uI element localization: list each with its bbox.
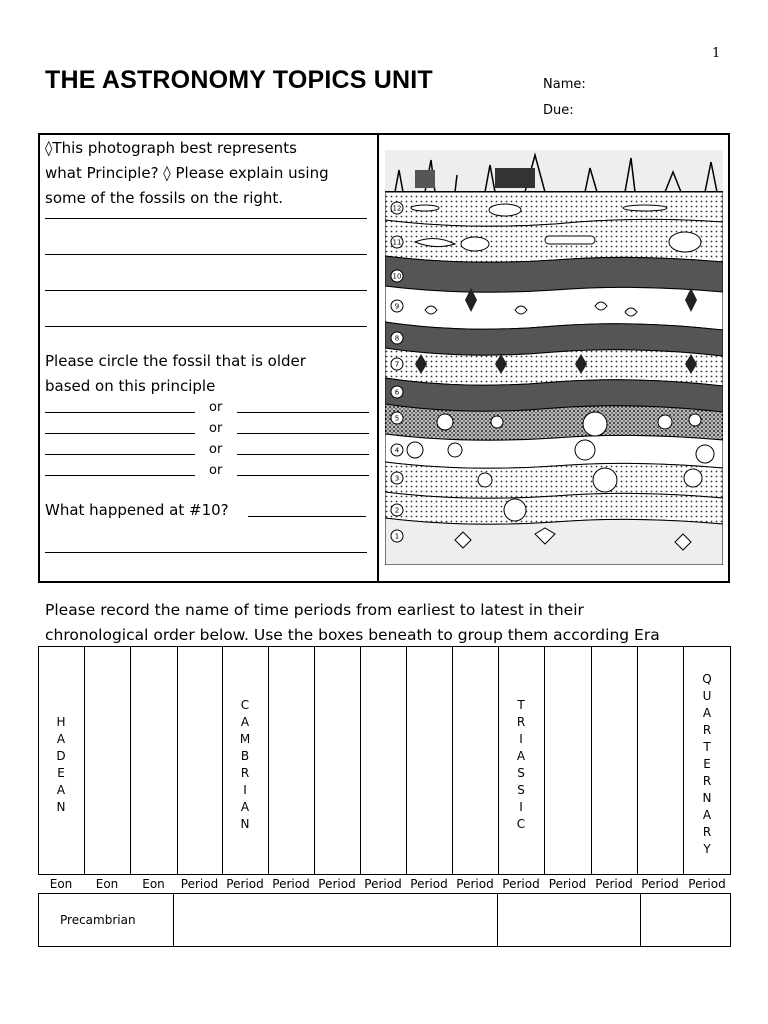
layer-number: 7 (394, 360, 400, 369)
question-2 (45, 349, 306, 399)
time-unit-type-label: Period (688, 877, 726, 891)
time-unit-type-label: Period (502, 877, 540, 891)
layer-number: 5 (394, 414, 400, 423)
due-label: Due: (543, 103, 574, 118)
time-unit-type-label: Period (641, 877, 679, 891)
time-unit-type-label: Period (226, 877, 264, 891)
answer-line[interactable] (248, 516, 366, 517)
page-number: 1 (712, 46, 721, 61)
question-1-line-1: ◊This photograph best represents (45, 139, 297, 157)
question-box-divider (377, 133, 379, 583)
time-unit-type-label: Period (272, 877, 310, 891)
fossil-pair-row (45, 421, 375, 442)
fossil-answer-left[interactable] (45, 412, 195, 413)
layer-number: 3 (394, 474, 400, 483)
answer-line[interactable] (45, 218, 367, 219)
grass-surface (385, 150, 723, 192)
time-unit-type-label: Period (410, 877, 448, 891)
time-period-name: C A M B R I A N (239, 697, 251, 831)
era-divider (640, 894, 641, 946)
layer-number: 2 (394, 506, 400, 515)
page-title: THE ASTRONOMY TOPICS UNIT (45, 66, 433, 94)
question-2-line-1: Please circle the fossil that is older (45, 352, 306, 370)
question-1 (45, 136, 329, 211)
time-period-table (38, 646, 731, 875)
fossil-answer-right[interactable] (237, 412, 369, 413)
time-unit-type-label: Eon (95, 877, 119, 891)
or-label: or (209, 442, 223, 457)
instructions-line-2: chronological order below. Use the boxes beneath to group them according Era (45, 626, 660, 644)
time-unit-type-label: Period (364, 877, 402, 891)
time-period-name: T R I A S S I C (516, 697, 526, 831)
answer-line[interactable] (45, 552, 367, 553)
or-label: or (209, 463, 223, 478)
era-grouping-box (38, 893, 731, 947)
question-3: What happened at #10? (45, 501, 229, 519)
name-label: Name: (543, 77, 586, 92)
fossil-pairs (45, 400, 375, 484)
fossil-pair-row (45, 442, 375, 463)
time-unit-type-label: Period (456, 877, 494, 891)
layer-number: 10 (392, 272, 402, 281)
time-period-name: Q U A R T E R N A R Y (702, 672, 712, 856)
fossil-answer-left[interactable] (45, 475, 195, 476)
layer-number: 1 (394, 532, 400, 541)
question-2-line-2: based on this principle (45, 377, 216, 395)
layer-number: 6 (394, 388, 400, 397)
fossil-answer-right[interactable] (237, 433, 369, 434)
fossil-answer-left[interactable] (45, 433, 195, 434)
answer-line[interactable] (45, 290, 367, 291)
time-unit-type-label: Period (595, 877, 633, 891)
or-label: or (209, 400, 223, 415)
fossil-pair-row (45, 400, 375, 421)
era-label-precambrian: Precambrian (60, 913, 136, 927)
layer-number: 12 (392, 204, 402, 213)
question-1-line-3: some of the fossils on the right. (45, 189, 284, 207)
rock-strata-illustration (385, 150, 723, 565)
or-label: or (209, 421, 223, 436)
time-unit-type-label: Eon (142, 877, 165, 891)
instructions (45, 598, 660, 648)
answer-line[interactable] (45, 254, 367, 255)
answer-line[interactable] (45, 326, 367, 327)
layer-number: 4 (394, 446, 400, 455)
layer-number: 11 (392, 238, 402, 247)
fossil-answer-right[interactable] (237, 475, 369, 476)
time-period-name: H A D E A N (56, 714, 66, 814)
instructions-line-1: Please record the name of time periods from earliest to latest in their (45, 601, 584, 619)
layer-number: 8 (394, 334, 400, 343)
era-divider (497, 894, 498, 946)
time-unit-type-label: Period (180, 877, 219, 891)
era-divider (173, 894, 174, 946)
time-unit-type-label: Eon (49, 877, 73, 891)
time-unit-type-label: Period (318, 877, 356, 891)
question-1-line-2: what Principle? ◊ Please explain using (45, 164, 329, 182)
fossil-answer-right[interactable] (237, 454, 369, 455)
layer-number: 9 (394, 302, 400, 311)
time-unit-type-label: Period (548, 877, 587, 891)
fossil-pair-row (45, 463, 375, 484)
fossil-answer-left[interactable] (45, 454, 195, 455)
